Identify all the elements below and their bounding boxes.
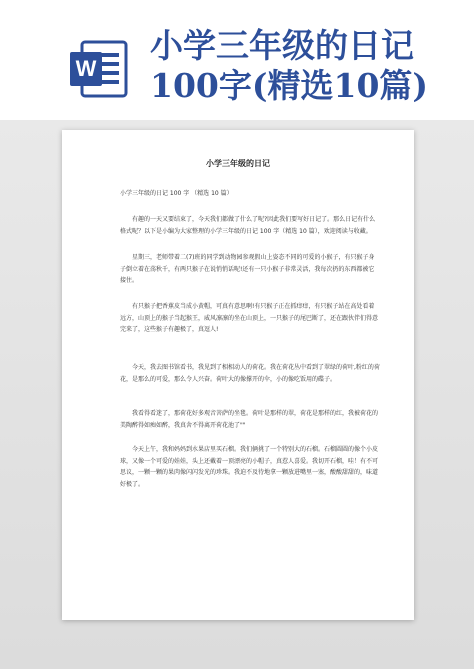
banner-title bbox=[150, 26, 470, 106]
document-paragraph: 星期三，老师带着二(7)班的同学到动物园参观假山上姿态不同的可爱的小猴子，有只猴子身子倒立着在荡秋千，有两只猴子在说悄悄话呢!还有一只小猴子非常灵活，我每次扔的东西都被它接住。 bbox=[120, 254, 375, 284]
document-paragraph: 今天上午，我和妈妈到水果店里买石榴。我们俩挑了一个特别大的石榴。石榴圆圆的像个小皮球，又像一个可爱的娃娃，头上还戴着一顶漂亮的小帽子，真惹人喜爱。我切开石榴，哇！有不可思议，一颗一颗的果肉像闪闪发光的珍珠。我迫不及待地拿一颗放进嘴里一塞，酸酸甜甜的，味道好极了。 bbox=[120, 446, 379, 488]
banner bbox=[0, 0, 474, 120]
document-paragraph: 我看得看迷了，那荷花好多观音菩萨的坐毯。荷叶是那样的翠，荷花是那样的红，我被荷花的美陶醉得如痴如醉，我真舍不得离开荷花池了"" bbox=[120, 410, 379, 429]
document-title: 小学三年级的日记 bbox=[206, 159, 270, 168]
document-paragraph: 有只猴子把香蕉皮当成小黄帽，可真有意思啊!有只猴子正在抓痒痒，有只猴子站在高处看着远方，山顶上的猴子当起猴王，威风凛凛的坐在山顶上，一只猴子的尾巴断了，还在跟伙伴们得意完来了，这些猴子有趣极了，真逗人! bbox=[120, 303, 379, 333]
document-paragraph: 今天，我去图书馆看书，我见到了相相动人的荷花。我在荷花丛中看到了翠绿的荷叶,粉红的荷花，是那么的可爱，那么令人兴奋。荷叶大的像撑开的伞，小的像吃饭用的碟子。 bbox=[120, 364, 380, 383]
document-paragraph: 有趣的一天又要结束了，今天我们都做了什么了呢?因此我们要写好日记了。那么日记有什么格式呢？以下是小编为大家整理的小学三年级的日记 100 字（精选 10 篇），欢迎阅读与收藏。 bbox=[120, 216, 376, 235]
document-paragraph: 小学三年级的日记 100 字 （精选 10 篇） bbox=[120, 190, 233, 197]
document-page bbox=[62, 130, 414, 620]
word-logo-letter: W bbox=[75, 56, 97, 81]
banner-title-line1: 小学三年级的日记 bbox=[150, 26, 414, 65]
word-document-icon bbox=[68, 38, 130, 100]
banner-title-line2: 100字(精选10篇) bbox=[150, 66, 429, 105]
